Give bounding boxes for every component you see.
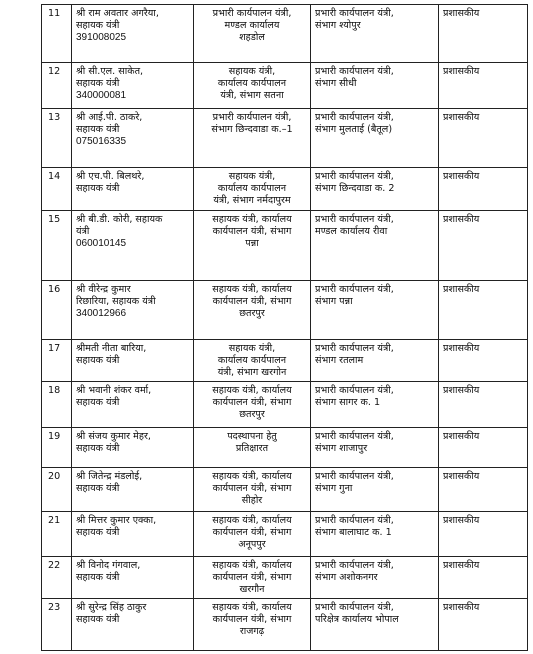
current-posting-line: कार्यपालन यंत्री, संभाग bbox=[212, 483, 292, 494]
reason-cell bbox=[439, 168, 528, 211]
employee-code: 391008025 bbox=[76, 32, 127, 43]
name-cell bbox=[72, 109, 194, 168]
new-posting-cell bbox=[311, 109, 439, 168]
serial-number: 11 bbox=[48, 8, 61, 19]
current-posting-line: पदस्थापना हेतु bbox=[227, 431, 277, 442]
current-posting-line: राजगढ़ bbox=[239, 626, 265, 637]
new-posting-cell bbox=[311, 340, 439, 382]
name-cell bbox=[72, 340, 194, 382]
name-cell bbox=[72, 5, 194, 63]
new-posting-cell bbox=[311, 468, 439, 512]
officer-name-line: श्री बी.डी. कोरी, सहायक bbox=[76, 214, 163, 225]
name-cell bbox=[72, 512, 194, 557]
serial-number-cell bbox=[42, 512, 72, 557]
officer-name-line: सहायक यंत्री bbox=[76, 78, 120, 89]
officer-name-line: सहायक यंत्री bbox=[76, 483, 120, 494]
new-posting-line: प्रभारी कार्यपालन यंत्री, bbox=[315, 471, 394, 482]
officer-name-line: सहायक यंत्री bbox=[76, 572, 120, 583]
new-posting-cell bbox=[311, 211, 439, 281]
officer-name-line: श्रीमती नीता बारिया, bbox=[76, 343, 147, 354]
new-posting-line: मण्डल कार्यालय रीवा bbox=[315, 226, 388, 237]
reason-cell bbox=[439, 211, 528, 281]
new-posting-line: संभाग मुलताई (बैतूल) bbox=[315, 124, 393, 135]
new-posting-line: प्रभारी कार्यपालन यंत्री, bbox=[315, 515, 394, 526]
new-posting-cell bbox=[311, 168, 439, 211]
table-row bbox=[42, 599, 528, 651]
current-posting-line: छतरपुर bbox=[239, 409, 265, 420]
transfer-reason: प्रशासकीय bbox=[443, 431, 480, 442]
name-cell bbox=[72, 599, 194, 651]
current-posting-line: कार्यालय कार्यपालन bbox=[217, 78, 287, 89]
serial-number: 18 bbox=[48, 385, 61, 396]
new-posting-line: संभाग छिन्दवाडा क. 2 bbox=[315, 183, 395, 194]
reason-cell bbox=[439, 63, 528, 109]
current-posting-cell bbox=[194, 211, 311, 281]
table-row bbox=[42, 211, 528, 281]
serial-number-cell bbox=[42, 557, 72, 599]
current-posting-cell bbox=[194, 340, 311, 382]
current-posting-cell bbox=[194, 5, 311, 63]
new-posting-line: प्रभारी कार्यपालन यंत्री, bbox=[315, 66, 394, 77]
officer-name-line: श्री जितेन्द्र मंडलोई, bbox=[76, 471, 143, 482]
serial-number: 17 bbox=[48, 343, 61, 354]
new-posting-line: संभाग बालाघाट क. 1 bbox=[315, 527, 392, 538]
serial-number-cell bbox=[42, 428, 72, 468]
officer-name-line: सहायक यंत्री bbox=[76, 20, 120, 31]
current-posting-cell bbox=[194, 63, 311, 109]
officer-name-line: रिछारिया, सहायक यंत्री bbox=[76, 296, 156, 307]
name-cell bbox=[72, 557, 194, 599]
serial-number: 14 bbox=[48, 171, 61, 182]
new-posting-cell bbox=[311, 599, 439, 651]
current-posting-line: पन्ना bbox=[245, 238, 259, 249]
employee-code: 340000081 bbox=[76, 90, 127, 101]
new-posting-line: प्रभारी कार्यपालन यंत्री, bbox=[315, 343, 394, 354]
table-row bbox=[42, 468, 528, 512]
current-posting-line: सहायक यंत्री, bbox=[228, 66, 276, 77]
officer-name-line: श्री मित्तर कुमार एक्का, bbox=[76, 515, 157, 526]
current-posting-line: प्रभारी कार्यपालन यंत्री, bbox=[212, 8, 292, 19]
current-posting-line: अनूपपुर bbox=[238, 539, 266, 550]
new-posting-line: परिक्षेत्र कार्यालय भोपाल bbox=[315, 614, 399, 625]
officer-name-line: सहायक यंत्री bbox=[76, 397, 120, 408]
serial-number: 19 bbox=[48, 431, 61, 442]
name-cell bbox=[72, 382, 194, 428]
current-posting-line: सहायक यंत्री, कार्यालय bbox=[212, 385, 292, 396]
serial-number: 16 bbox=[48, 284, 61, 295]
current-posting-line: कार्यपालन यंत्री, संभाग bbox=[212, 296, 292, 307]
transfer-reason: प्रशासकीय bbox=[443, 8, 480, 19]
current-posting-line: खरगौन bbox=[239, 584, 265, 595]
officer-name-line: सहायक यंत्री bbox=[76, 614, 120, 625]
current-posting-cell bbox=[194, 468, 311, 512]
current-posting-line: कार्यालय कार्यपालन bbox=[217, 355, 287, 366]
employee-code: 075016335 bbox=[76, 136, 127, 147]
transfer-table-body bbox=[42, 5, 528, 651]
reason-cell bbox=[439, 512, 528, 557]
current-posting-line: कार्यालय कार्यपालन bbox=[217, 183, 287, 194]
serial-number-cell bbox=[42, 5, 72, 63]
officer-name-line: सहायक यंत्री bbox=[76, 124, 120, 135]
new-posting-line: प्रभारी कार्यपालन यंत्री, bbox=[315, 284, 394, 295]
new-posting-line: संभाग सागर क. 1 bbox=[315, 397, 381, 408]
transfer-reason: प्रशासकीय bbox=[443, 471, 480, 482]
table-row bbox=[42, 63, 528, 109]
current-posting-line: सहायक यंत्री, कार्यालय bbox=[212, 471, 292, 482]
table-row bbox=[42, 428, 528, 468]
officer-name-line: श्री संजय कुमार मेहर, bbox=[76, 431, 151, 442]
serial-number: 12 bbox=[48, 66, 61, 77]
table-row bbox=[42, 281, 528, 340]
current-posting-line: कार्यपालन यंत्री, संभाग bbox=[212, 614, 292, 625]
transfer-reason: प्रशासकीय bbox=[443, 214, 480, 225]
current-posting-line: सीहोर bbox=[241, 495, 263, 506]
current-posting-line: प्रतिक्षारत bbox=[235, 443, 269, 454]
current-posting-line: शहडोल bbox=[239, 32, 265, 43]
current-posting-line: सहायक यंत्री, कार्यालय bbox=[212, 284, 292, 295]
new-posting-line: संभाग रतलाम bbox=[315, 355, 364, 366]
officer-name-line: श्री भवानी शंकर वर्मा, bbox=[76, 385, 152, 396]
reason-cell bbox=[439, 281, 528, 340]
name-cell bbox=[72, 428, 194, 468]
new-posting-cell bbox=[311, 512, 439, 557]
new-posting-line: संभाग शाजापुर bbox=[315, 443, 368, 454]
current-posting-line: मण्डल कार्यालय bbox=[224, 20, 280, 31]
current-posting-line: संभाग छिन्दवाडा क.–1 bbox=[211, 124, 293, 135]
current-posting-cell bbox=[194, 512, 311, 557]
current-posting-line: सहायक यंत्री, कार्यालय bbox=[212, 560, 292, 571]
new-posting-cell bbox=[311, 382, 439, 428]
serial-number-cell bbox=[42, 281, 72, 340]
new-posting-cell bbox=[311, 281, 439, 340]
name-cell bbox=[72, 168, 194, 211]
officer-name-line: सहायक यंत्री bbox=[76, 355, 120, 366]
transfer-reason: प्रशासकीय bbox=[443, 171, 480, 182]
current-posting-line: सहायक यंत्री, bbox=[228, 171, 276, 182]
officer-name-line: श्री एच.पी. बिलथरे, bbox=[76, 171, 145, 182]
new-posting-line: संभाग गुना bbox=[315, 483, 353, 494]
serial-number: 15 bbox=[48, 214, 61, 225]
new-posting-line: प्रभारी कार्यपालन यंत्री, bbox=[315, 214, 394, 225]
reason-cell bbox=[439, 109, 528, 168]
current-posting-cell bbox=[194, 428, 311, 468]
new-posting-line: प्रभारी कार्यपालन यंत्री, bbox=[315, 431, 394, 442]
current-posting-line: सहायक यंत्री, कार्यालय bbox=[212, 515, 292, 526]
table-row bbox=[42, 512, 528, 557]
new-posting-line: संभाग पन्ना bbox=[315, 296, 353, 307]
officer-name-line: श्री वीरेन्द्र कुमार bbox=[76, 284, 131, 295]
officer-name-line: श्री विनोद गंगवाल, bbox=[76, 560, 141, 571]
new-posting-line: संभाग सीधी bbox=[315, 78, 357, 89]
officer-name-line: श्री सुरेन्द्र सिंह ठाकुर bbox=[76, 602, 147, 613]
current-posting-line: सहायक यंत्री, कार्यालय bbox=[212, 214, 292, 225]
reason-cell bbox=[439, 468, 528, 512]
transfer-reason: प्रशासकीय bbox=[443, 602, 480, 613]
serial-number-cell bbox=[42, 468, 72, 512]
table-row bbox=[42, 557, 528, 599]
new-posting-line: संभाग श्योपुर bbox=[315, 20, 361, 31]
serial-number: 23 bbox=[48, 602, 61, 613]
new-posting-line: प्रभारी कार्यपालन यंत्री, bbox=[315, 602, 394, 613]
reason-cell bbox=[439, 382, 528, 428]
current-posting-line: यंत्री, संभाग नर्मदापुरम bbox=[213, 195, 291, 206]
transfer-reason: प्रशासकीय bbox=[443, 66, 480, 77]
serial-number-cell bbox=[42, 340, 72, 382]
current-posting-line: सहायक यंत्री, bbox=[228, 343, 276, 354]
reason-cell bbox=[439, 557, 528, 599]
reason-cell bbox=[439, 428, 528, 468]
current-posting-line: कार्यपालन यंत्री, संभाग bbox=[212, 572, 292, 583]
officer-name-line: श्री सी.एल. साकेत, bbox=[76, 66, 144, 77]
new-posting-cell bbox=[311, 63, 439, 109]
reason-cell bbox=[439, 340, 528, 382]
reason-cell bbox=[439, 5, 528, 63]
current-posting-line: प्रभारी कार्यपालन यंत्री, bbox=[212, 112, 292, 123]
officer-name-line: सहायक यंत्री bbox=[76, 183, 120, 194]
name-cell bbox=[72, 63, 194, 109]
current-posting-line: कार्यपालन यंत्री, संभाग bbox=[212, 397, 292, 408]
officer-name-line: सहायक यंत्री bbox=[76, 443, 120, 454]
transfer-reason: प्रशासकीय bbox=[443, 112, 480, 123]
transfer-reason: प्रशासकीय bbox=[443, 284, 480, 295]
table-row bbox=[42, 340, 528, 382]
new-posting-line: प्रभारी कार्यपालन यंत्री, bbox=[315, 560, 394, 571]
serial-number-cell bbox=[42, 382, 72, 428]
name-cell bbox=[72, 468, 194, 512]
transfer-reason: प्रशासकीय bbox=[443, 560, 480, 571]
current-posting-cell bbox=[194, 599, 311, 651]
current-posting-line: छतरपुर bbox=[239, 308, 265, 319]
serial-number-cell bbox=[42, 599, 72, 651]
current-posting-line: कार्यपालन यंत्री, संभाग bbox=[212, 226, 292, 237]
table-row bbox=[42, 168, 528, 211]
new-posting-line: प्रभारी कार्यपालन यंत्री, bbox=[315, 112, 394, 123]
employee-code: 060010145 bbox=[76, 238, 127, 249]
transfer-table bbox=[41, 4, 528, 651]
employee-code: 340012966 bbox=[76, 308, 127, 319]
current-posting-cell bbox=[194, 557, 311, 599]
current-posting-line: सहायक यंत्री, कार्यालय bbox=[212, 602, 292, 613]
transfer-reason: प्रशासकीय bbox=[443, 343, 480, 354]
new-posting-line: संभाग अशोकनगर bbox=[315, 572, 378, 583]
current-posting-line: यंत्री, संभाग सतना bbox=[220, 90, 284, 101]
new-posting-line: प्रभारी कार्यपालन यंत्री, bbox=[315, 171, 394, 182]
serial-number-cell bbox=[42, 211, 72, 281]
current-posting-cell bbox=[194, 168, 311, 211]
new-posting-cell bbox=[311, 428, 439, 468]
officer-name-line: यंत्री bbox=[76, 226, 90, 237]
current-posting-cell bbox=[194, 382, 311, 428]
table-row bbox=[42, 382, 528, 428]
officer-name-line: श्री आई.पी. ठाकरे, bbox=[76, 112, 143, 123]
current-posting-line: कार्यपालन यंत्री, संभाग bbox=[212, 527, 292, 538]
current-posting-cell bbox=[194, 281, 311, 340]
serial-number-cell bbox=[42, 109, 72, 168]
serial-number-cell bbox=[42, 63, 72, 109]
reason-cell bbox=[439, 599, 528, 651]
serial-number-cell bbox=[42, 168, 72, 211]
transfer-reason: प्रशासकीय bbox=[443, 385, 480, 396]
name-cell bbox=[72, 211, 194, 281]
officer-name-line: श्री राम अवतार अगरैया, bbox=[76, 8, 159, 19]
table-row bbox=[42, 5, 528, 63]
name-cell bbox=[72, 281, 194, 340]
serial-number: 13 bbox=[48, 112, 61, 123]
current-posting-cell bbox=[194, 109, 311, 168]
new-posting-cell bbox=[311, 5, 439, 63]
serial-number: 22 bbox=[48, 560, 61, 571]
officer-name-line: सहायक यंत्री bbox=[76, 527, 120, 538]
new-posting-cell bbox=[311, 557, 439, 599]
new-posting-line: प्रभारी कार्यपालन यंत्री, bbox=[315, 385, 394, 396]
current-posting-line: यंत्री, संभाग खरगोन bbox=[217, 367, 287, 378]
table-row bbox=[42, 109, 528, 168]
new-posting-line: प्रभारी कार्यपालन यंत्री, bbox=[315, 8, 394, 19]
transfer-reason: प्रशासकीय bbox=[443, 515, 480, 526]
serial-number: 20 bbox=[48, 471, 61, 482]
serial-number: 21 bbox=[48, 515, 61, 526]
